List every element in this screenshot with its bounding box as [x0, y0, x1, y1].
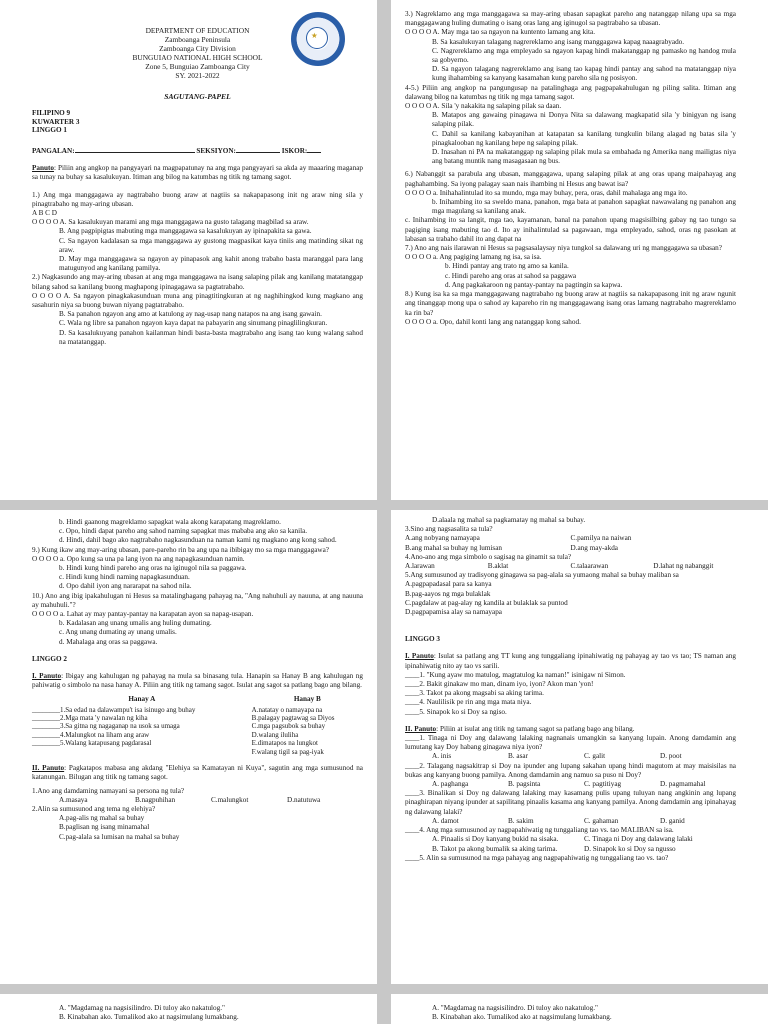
question-text: 9.) Kung ikaw ang may-aring ubasan, pare-pareho rin ba ang upa na ibibigay mo sa mga manggagawa?	[32, 545, 329, 554]
column-header: Hanay B	[293, 695, 321, 704]
question-text: 10.) Ano ang ibig ipakahulugan ni Hesus sa matalinghagang pahayag na, "Ang nahuhuli ay nauuna, at ang nauuna ay mahuhuli."?	[32, 591, 363, 609]
answer-option[interactable]: B. Ang pagpipigtas mabuting mga manggagawa sa kasalukuyan ay ipinapakita sa gawa.	[59, 227, 312, 236]
page-1	[0, 0, 377, 500]
answer-option[interactable]: O O O O A. Sila 'y nakakita ng salaping pilak sa daan.	[405, 102, 562, 111]
page-3	[0, 510, 377, 984]
question-text[interactable]: ____2. Talagang nagsakitrap si Doy na ipunder ang lupang sakahan upang hindi magutom at may maisisilas na bukas ang kanyang buong pamilya. Anong damdamin ang namuo sa puso ni Doy?	[405, 761, 736, 779]
page-gap-vertical	[377, 0, 391, 1024]
answer-option: B. asar	[508, 752, 528, 761]
question-text: 8.) Kung isa ka sa mga manggagawang nagtrabaho ng buong araw at nagtiis sa nakapapasong init ng araw ngunit ang tinanggap mong upa o sahod ay kapareho rin ng manggagawang isang oras lamang nagtrabaho magrereklamo ka rin ba?	[405, 290, 736, 317]
answer-option[interactable]: c. Hindi pareho ang oras at sahod sa paggawa	[445, 271, 577, 280]
matching-table	[32, 694, 363, 756]
answer-option[interactable]: D. Sa ngayon talagang nagrereklamo ang isang tao kapag hindi pantay ang sahod na matatanggap niya kung ihahambing sa kanyang kasamahan kung pareho sila ng posisyon.	[432, 65, 736, 83]
answer-option[interactable]: b. Hindi kung hindi pareho ang oras na iginugol nila sa paggawa.	[59, 564, 247, 573]
answer-option[interactable]: d. Opo dahil iyon ang nararapat na sahod nila.	[59, 582, 192, 591]
table-row	[32, 714, 363, 722]
instructions-text: : Ibigay ang kahulugan ng pahayag na mula sa binasang tula. Hanapin sa Hanay B ang kahulugan ng pahiwatig o simbolo na nasa hanay A. Piliin ang titik ng tamang sagot. Isulat ang sagot sa patlang bago ang bilang.	[32, 672, 363, 690]
table-row	[32, 731, 363, 739]
answer-option[interactable]: c. Hindi kung hindi naming napagkasunduan.	[59, 573, 190, 582]
table-cell[interactable]: ________4.Malungkot na liham ang araw	[32, 730, 150, 739]
answer-option: A. "Magdamag na nagsisilindro. Di tuloy ako nakatulog."	[59, 1004, 225, 1012]
answer-option: B. pagsinta	[508, 780, 541, 789]
answer-option[interactable]: B.ang mahal sa buhay ng lumisan	[405, 543, 503, 552]
answer-option: C. Tinaga ni Doy ang dalawang lalaki	[584, 835, 693, 844]
answer-option[interactable]: c. Opo, hindi dapat pareho ang sahod naming sapagkat mas mababa ang ako sa kanila.	[59, 527, 308, 536]
answer-option[interactable]: C. Dahil sa kanilang kabayanihan at katapatan sa kanilang tungkulin bilang alagad ng batas sila 'y pinagkalooban ng kanilang hepe ng salaping pilak.	[432, 129, 736, 147]
question-text[interactable]: ____3. Binalikan si Doy ng dalawang lalaking may kasamang pulis upang tuluyan nang angkinin ang lupang pinaghirapan niyang ipunder at sapilitang pinaalis kasama ang kanyang pamilya. Anong damdamin ang ipinahayag ng dalawang lalaki?	[405, 789, 736, 816]
question-text: 6.) Nabanggit sa parabula ang ubasan, manggagawa, upang salaping pilak at ang oras upang maipahayag ang paghahambing. Sa iyong palagay saan nais ihambing ni Hesus ang bawat isa?	[405, 170, 736, 188]
instructions-text: : Piliin ang angkop na pangyayari na magpapatunay na ang mga pangyayari sa akda ay maaaring maganap sa tunay na buhay sa kasalukuyan. Itiman ang bilog na katumbas ng titik ng tamang sagot.	[32, 164, 363, 182]
answer-option: B. sakim	[508, 816, 534, 825]
question-text[interactable]: ____5. Alin sa sumusunod na mga pahayag ang nagpapahiwatig ng tunggaliang tao vs. tao?	[405, 853, 669, 862]
answer-option: A. inis	[432, 752, 452, 761]
answer-options-row	[405, 780, 736, 789]
answer-option[interactable]: C.talaarawan	[570, 562, 609, 571]
answer-option[interactable]: C.pamilya na naiwan	[570, 534, 632, 543]
instructions-text: : Piliin at isulat ang titik ng tamang sagot sa patlang bago ang bilang.	[436, 724, 635, 733]
name-label: PANGALAN:	[32, 146, 75, 155]
answer-option[interactable]: O O O O A. Sa ngayon pinagkakasunduan muna ang pinagtitingkuran at ng naghihingkod kung magkano ang sasahurin niya sa buong buwan niyang pagtatrabaho.	[32, 291, 363, 310]
answer-options-row	[405, 752, 736, 761]
fill-in-item[interactable]: ____2. Bakit ginakaw mo man, dinam iyo, iyon? Akon man 'yon!	[405, 680, 594, 689]
answer-option: B. Takot pa akong bumalik sa aking tarima.	[432, 844, 558, 853]
table-row	[32, 706, 363, 714]
subject-label: FILIPINO 9	[32, 109, 71, 118]
answer-option: D. pagmamahal	[660, 780, 706, 789]
answer-option[interactable]: A.masaya	[59, 795, 88, 804]
answer-option[interactable]: O O O O A. Sa kasalukuyan marami ang mga manggagawa na gusto talagang magbilad sa araw.	[32, 218, 309, 227]
question-text: 4-5.) Piliin ang angkop na pangungusap na patalinghaga ang pagpapakahulugan ng piling salita. Itiman ang dalawang bilog na katumbas ng titik ng mga tamang sagot.	[405, 83, 736, 101]
answer-options-row	[405, 835, 736, 844]
instructions-text: : Pagkatapos mabasa ang akdang "Elehiya sa Kamatayan ni Kuya", sagutin ang mga sumusunod na katanungan. Bilugan ang titik ng tamang sagot.	[32, 764, 363, 782]
answer-option[interactable]: A.ang nobyang namayapa	[405, 534, 480, 543]
instructions-label: I. Panuto	[32, 672, 62, 681]
answer-option[interactable]: O O O O a. Opo kung sa una pa lang iyon na ang napagkasunduan namin.	[32, 554, 245, 563]
table-row	[32, 722, 363, 730]
section-field[interactable]	[236, 145, 280, 153]
answer-option: C. galit	[584, 752, 606, 761]
table-cell: B.palagay pagtawag sa Diyos	[251, 714, 335, 723]
table-cell[interactable]: ________2.Mga mata 'y nawalan ng kiha	[32, 714, 148, 723]
table-row	[32, 748, 363, 756]
answer-options-row	[405, 544, 736, 553]
answer-option: D. ganid	[660, 816, 685, 825]
table-cell: C.mga pagsubok sa buhay	[251, 722, 326, 731]
answer-option[interactable]: C.pag-alala sa lumisan na mahal sa buhay	[59, 832, 180, 841]
answer-option[interactable]: O O O O a. Opo, dahil konti lang ang natanggap kong sahod.	[405, 317, 581, 326]
page-6	[391, 994, 768, 1024]
answer-option[interactable]: D. Inasahan ni PA na makatanggap ng salaping pilak mula sa embahada ng Amerika nang mailigtas niya ang batang muntik nang masagasaan ng bus.	[432, 148, 736, 166]
answer-options-row	[405, 534, 736, 543]
answer-option[interactable]: A.larawan	[405, 562, 435, 571]
score-field[interactable]	[307, 145, 321, 153]
instructions	[405, 725, 736, 734]
answer-option[interactable]: b. Hindi gaanong magreklamo sapagkat wala akong karapatang magreklamo.	[59, 518, 281, 526]
question-text[interactable]: ____1. Tinaga ni Doy ang dalawang lalaking nagnanais umangkin sa kanyang lupain. Anong damdamin ang lumutang kay Doy habang ginagawa niya iyon?	[405, 734, 736, 752]
table-cell: D.walang iluliha	[251, 730, 299, 739]
page-2	[391, 0, 768, 500]
fill-in-item[interactable]: ____1. "Kung ayaw mo matulog, magtatulog ka naman!" isinigaw ni Simon.	[405, 670, 626, 679]
question-text: 1.Ano ang damdaming namayani sa persona ng tula?	[32, 786, 185, 795]
answer-option[interactable]: D. May mga manggagawa sa ngayon ay pinapasok ang kahit anong trabaho basta maranggal para lang matugunyod ang kanilang pamilya.	[59, 255, 363, 273]
answer-option[interactable]: d. Hindi, dahil bago ako nagtrabaho nagkasunduan na naman kami ng magkano ang kong sahod.	[59, 536, 337, 545]
section-heading: LINGGO 2	[32, 654, 67, 663]
question-text: 3.) Nagreklamo ang mga manggagawa sa may-aring ubasan sapagkat pareho ang natanggap nilang upa sa mga manggagawang huling dumating o isang oras lang ang iginugol sa pagtrabaho sa ubasan.	[405, 10, 736, 28]
question-text[interactable]: ____4. Ang mga sumusunod ay nagpapahiwatig ng tunggaliang tao vs. tao MALIBAN sa isa.	[405, 826, 674, 835]
page-5	[0, 994, 377, 1024]
table-cell: E.dimatapos na lungkot	[251, 739, 318, 748]
answer-option: B. Kinabahan ako. Tumalikod ako at nagsimulang lumakbang.	[432, 1013, 612, 1022]
header-line: SY. 2021-2022	[175, 71, 220, 80]
instructions-label: Panuto	[32, 164, 54, 173]
answer-option[interactable]: D.pagpapamisa alay sa namayapa	[405, 608, 502, 617]
question-text: 1.) Ang mga manggagawa ay nagtrabaho buong araw at nagtiis sa nakapapasong init ng araw ning sila y pinagtrabaho ng may-aring ubasan.	[32, 190, 363, 208]
question-text: 5.Ang sumusunod ay tradisyong ginagawa sa pag-alala sa yumaong mahal sa buhay maliban sa	[405, 571, 679, 580]
instructions	[32, 764, 363, 782]
question-text: 2.) Nagkasundo ang may-aring ubasan at ang mga manggagawa na isang salaping pilak ang kanilang matatanggap bilang sahod sa kanilang buong maghapong ipinagagawa sa pagtatrabaho.	[32, 273, 363, 291]
answer-letters: A B C D	[32, 209, 57, 217]
score-label: ISKOR:	[281, 146, 308, 155]
school-header	[32, 26, 363, 80]
table-cell	[32, 748, 252, 756]
quarter-label: KUWARTER 3	[32, 117, 80, 126]
answer-option[interactable]: b. Kadalasan ang unang umalis ang huling dumating.	[59, 619, 212, 628]
header-line: Zamboanga Peninsula	[164, 35, 231, 44]
answer-option[interactable]: A.pag-alis ng mahal sa buhay	[59, 814, 145, 823]
answer-option[interactable]: D.natutuwa	[287, 795, 321, 804]
name-line	[32, 145, 363, 156]
answer-option[interactable]: O O O O a. Ang pagiging lamang ng isa, sa isa.	[405, 253, 542, 262]
answer-option[interactable]: d. Mahalaga ang oras sa paggawa.	[59, 637, 158, 646]
question-text: 2.Alin sa sumusunod ang tema ng elehiya?	[32, 804, 156, 813]
answer-option[interactable]: O O O O a. Inihahalintulad ito sa mundo, mga may buhay, pera, oras, dahil mahalaga ang mga ito.	[405, 188, 688, 197]
answer-option[interactable]: C.pagdalaw at pag-alay ng kandila at bulaklak sa puntod	[405, 598, 568, 607]
question-text: 4.Ano-ano ang mga simbolo o sagisag na ginamit sa tula?	[405, 552, 572, 561]
answer-option[interactable]: B. Sa panahon ngayon ang amo at katulong ay nag-usap nang natapos na ang isang gawain.	[59, 310, 322, 319]
table-cell: A.natatay o namayapa na	[251, 705, 323, 714]
answer-option[interactable]: D.alaala ng mahal sa pagkamatay ng mahal sa buhay.	[432, 516, 586, 524]
answer-option: B. Kinabahan ako. Tumalikod ako at nagsimulang lumakbang.	[59, 1013, 239, 1022]
answer-option: A. damot	[432, 816, 459, 825]
subject-meta	[32, 109, 363, 135]
deped-seal-icon: ★	[291, 12, 345, 66]
answer-option: A. Pinaalis si Doy kanyang bukid na sisaka.	[432, 835, 559, 844]
answer-option[interactable]: O O O O a. Lahat ay may pantay-pantay na karapatan ayon sa napag-usapan.	[32, 610, 254, 619]
answer-option[interactable]: B. Sa kasalukuyan talagang nagrereklamo ang isang manggagawa kapag naaagrabyado.	[432, 37, 685, 46]
answer-option[interactable]: A.pagpapadasal para sa kanya	[405, 580, 492, 589]
header-line: Zone 5, Bunguiao Zamboanga City	[145, 62, 250, 71]
table-cell: F.walang tigil sa pag-iyak	[251, 747, 324, 756]
answer-option[interactable]: b. Inihambing ito sa sweldo mana, panahon, mga bata at panahon sapagkat nawawalang ng panahon ang mga magulang sa kanilang anak.	[432, 198, 736, 216]
question-text: 7.) Ano ang nais ilarawan ni Hesus sa pagsasalaysay niya tungkol sa dalawang uri ng manggagawa sa ubasan?	[405, 244, 722, 253]
answer-option[interactable]: C. Nagrereklamo ang mga empleyado sa ngayon kapag hindi makatanggap ng pamasko ng handog mula sa gobyerno.	[432, 46, 736, 65]
instructions-label: II. Panuto	[32, 764, 65, 773]
header-line: DEPARTMENT OF EDUCATION	[145, 26, 250, 35]
fill-in-item[interactable]: ____3. Takot pa akong magsabi sa aking tarima.	[405, 689, 544, 698]
fill-in-item[interactable]: ____5. Sinapok ko si Doy sa ngiso.	[405, 707, 507, 716]
name-field[interactable]	[75, 145, 195, 153]
answer-option: C. pagtitiyag	[584, 780, 622, 789]
answer-options-row	[405, 817, 736, 826]
table-cell[interactable]: ________3.Sa gitna ng nagaganap na usok sa umaga	[32, 722, 180, 731]
answer-option[interactable]: D.ang may-akda	[570, 543, 618, 552]
answer-option[interactable]: C. Sa ngayon kadalasan sa mga manggagawa ay gustong magpasikat kaya tiniis ang matinding sikat ng araw.	[59, 236, 363, 254]
instructions	[32, 672, 363, 690]
instructions	[32, 164, 363, 182]
question-text: 3.Sino ang nagsasalita sa tula?	[405, 525, 493, 534]
header-line: Zamboanga City Division	[159, 44, 236, 53]
answer-option: C. gahaman	[584, 816, 619, 825]
week-label: LINGGO 1	[32, 126, 67, 135]
page-4	[391, 510, 768, 984]
page-title: SAGUTANG-PAPEL	[164, 92, 231, 101]
answer-option[interactable]: B.aklat	[487, 562, 509, 571]
answer-options-row	[405, 845, 736, 854]
answer-option[interactable]: D.lahat ng nabanggit	[653, 562, 714, 571]
table-cell[interactable]: ________5.Walang katapusang pagdarasal	[32, 739, 152, 748]
answer-option[interactable]: B. Matapos ang gawaing pinagawa ni Donya Nita sa dalawang magkapatid sila 'y binigyan ng isang salaping pilak.	[432, 111, 736, 129]
answer-options-row	[32, 796, 363, 805]
instructions	[405, 652, 736, 670]
answer-option[interactable]: c. Inihambing ito sa langit, mga tao, kayamanan, banal na panahon upang magsisilbing gabay ng tao tungo sa pagiging isang mabuting tao d. Ito ay inihalintulad sa pagawaan, mga empleyado, sahod, oras ng pasokan at labasan sa trabaho dahil ito ang dapat na	[405, 216, 736, 243]
answer-option[interactable]: C. Wala ng libre sa panahon ngayon kaya dapat na pabayarin ang sinumang pinaglilingkuran.	[59, 319, 328, 328]
answer-option[interactable]: d. Ang pagkakaroon ng pantay-pantay na pagtingin sa kapwa.	[445, 280, 623, 289]
answer-option: A. paghanga	[432, 780, 469, 789]
answer-option[interactable]: B.nagpuhihan	[135, 795, 176, 804]
section-heading: LINGGO 3	[405, 635, 440, 644]
answer-option[interactable]: b. Hindi pantay ang trato ng amo sa kanila.	[445, 262, 569, 271]
fill-in-item[interactable]: ____4. Naulilisik pe rin ang mga mata niya.	[405, 698, 532, 707]
section-label: SEKSIYON:	[196, 146, 236, 155]
header-line: BUNGUIAO NATIONAL HIGH SCHOOL	[132, 53, 263, 62]
table-row	[32, 739, 363, 747]
answer-option: D. Sinapok ko si Doy sa ngusso	[584, 844, 676, 853]
answer-option[interactable]: c. Ang unang dumating ay unang umalis.	[59, 628, 177, 637]
answer-option: A. "Magdamag na nagsisilindro. Di tuloy ako nakatulog."	[432, 1004, 598, 1012]
instructions-label: II. Panuto	[405, 724, 437, 733]
answer-option[interactable]: C.malungkot	[211, 795, 249, 804]
instructions-text: : Isulat sa patlang ang TT kung ang tunggaliang ipinahiwatig ng pahayag ay tao vs tao; TS naman ang ipinahiwatig nito ay tao vs sarili.	[405, 652, 736, 670]
answer-option[interactable]: D. Sa kasalukuyang panahon kailanman hindi basta-basta magtrabaho ang isang tao kung walang sahod na matatanggap.	[59, 328, 363, 346]
column-header: Hanay A	[128, 695, 156, 704]
instructions-label: I. Panuto	[405, 652, 434, 661]
answer-option: D. poot	[660, 752, 682, 761]
table-cell[interactable]: ________1.Sa edad na dalawampu't isa isinugo ang buhay	[32, 705, 196, 714]
answer-option[interactable]: B.pag-aayos ng mga bulaklak	[405, 589, 491, 598]
answer-options-row	[405, 562, 736, 571]
answer-option[interactable]: B.paglisan ng isang minamahal	[59, 823, 150, 832]
answer-option[interactable]: O O O O A. May mga tao sa ngayon na kuntento lamang ang kita.	[405, 28, 596, 37]
